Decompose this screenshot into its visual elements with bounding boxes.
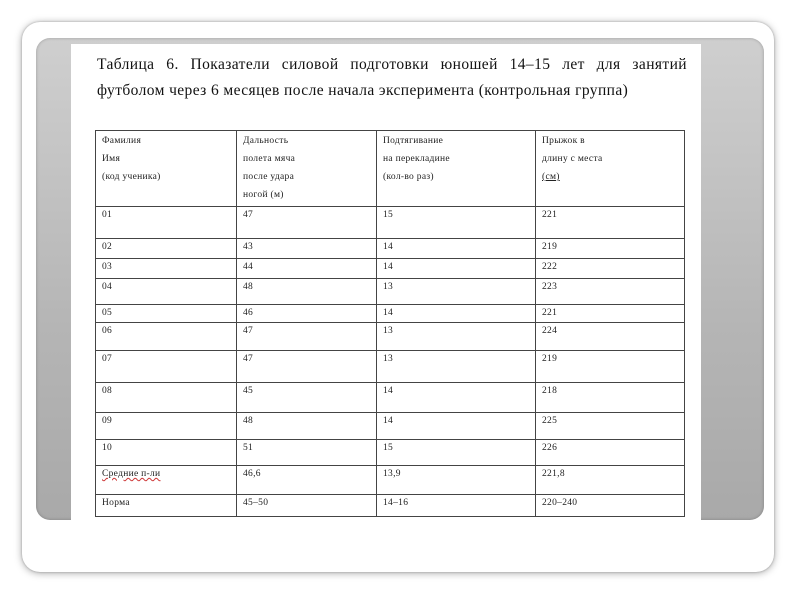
table-header-row bbox=[96, 131, 685, 207]
table-cell: 46 bbox=[237, 305, 377, 323]
table-cell: 14 bbox=[377, 305, 536, 323]
table-cell: 221 bbox=[536, 207, 685, 239]
table-cell: 219 bbox=[536, 239, 685, 259]
table-cell: 45–50 bbox=[237, 495, 377, 517]
header-cell-long-jump: Прыжок в длину с места (см) bbox=[536, 131, 685, 207]
header-cell-pullups: Подтягивание на перекладине (кол-во раз) bbox=[377, 131, 536, 207]
table-cell: 221 bbox=[536, 305, 685, 323]
table-cell: 13 bbox=[377, 279, 536, 305]
table-cell: 15 bbox=[377, 207, 536, 239]
table-cell: 48 bbox=[237, 413, 377, 440]
table-cell: 05 bbox=[96, 305, 237, 323]
table-cell: 223 bbox=[536, 279, 685, 305]
table-cell: 14 bbox=[377, 413, 536, 440]
table-cell: 09 bbox=[96, 413, 237, 440]
table-row bbox=[96, 351, 685, 383]
table-cell: 13 bbox=[377, 351, 536, 383]
table-row bbox=[96, 279, 685, 305]
table-cell: 45 bbox=[237, 383, 377, 413]
table-cell: 224 bbox=[536, 323, 685, 351]
results-table bbox=[95, 130, 685, 517]
table-cell: 47 bbox=[237, 323, 377, 351]
table-cell: 48 bbox=[237, 279, 377, 305]
table-row bbox=[96, 239, 685, 259]
header-cell-ball-distance: Дальность полета мяча после удара ногой (м) bbox=[237, 131, 377, 207]
table-cell: 15 bbox=[377, 440, 536, 466]
table-cell: 44 bbox=[237, 259, 377, 279]
table-row bbox=[96, 323, 685, 351]
table-cell: 222 bbox=[536, 259, 685, 279]
table-cell: Средние п-ли bbox=[96, 466, 237, 495]
table-cell: 10 bbox=[96, 440, 237, 466]
table-row bbox=[96, 413, 685, 440]
table-cell: 04 bbox=[96, 279, 237, 305]
table-cell: 02 bbox=[96, 239, 237, 259]
table-row bbox=[96, 305, 685, 323]
table-cell: 14 bbox=[377, 383, 536, 413]
table-cell: 47 bbox=[237, 351, 377, 383]
table-cell: 221,8 bbox=[536, 466, 685, 495]
table-cell: 225 bbox=[536, 413, 685, 440]
table-row bbox=[96, 440, 685, 466]
table-row bbox=[96, 259, 685, 279]
header-cell-student: Фамилия Имя (код ученика) bbox=[96, 131, 237, 207]
table-cell: 14–16 bbox=[377, 495, 536, 517]
document-page bbox=[71, 44, 701, 520]
table-caption: Таблица 6. Показатели силовой подготовки юношей 14–15 лет для занятий футболом через 6 месяцев после начала эксперимента (контрольная группа) bbox=[97, 56, 687, 99]
table-cell: 220–240 bbox=[536, 495, 685, 517]
table-row bbox=[96, 207, 685, 239]
table-cell: Норма bbox=[96, 495, 237, 517]
table-cell: 43 bbox=[237, 239, 377, 259]
table-cell: 219 bbox=[536, 351, 685, 383]
table-cell: 14 bbox=[377, 239, 536, 259]
table-cell: 01 bbox=[96, 207, 237, 239]
table-cell: 47 bbox=[237, 207, 377, 239]
table-cell: 03 bbox=[96, 259, 237, 279]
table-cell: 218 bbox=[536, 383, 685, 413]
table-row-average bbox=[96, 466, 685, 495]
table-row-norm bbox=[96, 495, 685, 517]
table-cell: 13,9 bbox=[377, 466, 536, 495]
table-cell: 14 bbox=[377, 259, 536, 279]
table-cell: 226 bbox=[536, 440, 685, 466]
table-row bbox=[96, 383, 685, 413]
table-cell: 46,6 bbox=[237, 466, 377, 495]
table-cell: 51 bbox=[237, 440, 377, 466]
table-cell: 07 bbox=[96, 351, 237, 383]
table-cell: 13 bbox=[377, 323, 536, 351]
table-cell: 08 bbox=[96, 383, 237, 413]
table-cell: 06 bbox=[96, 323, 237, 351]
